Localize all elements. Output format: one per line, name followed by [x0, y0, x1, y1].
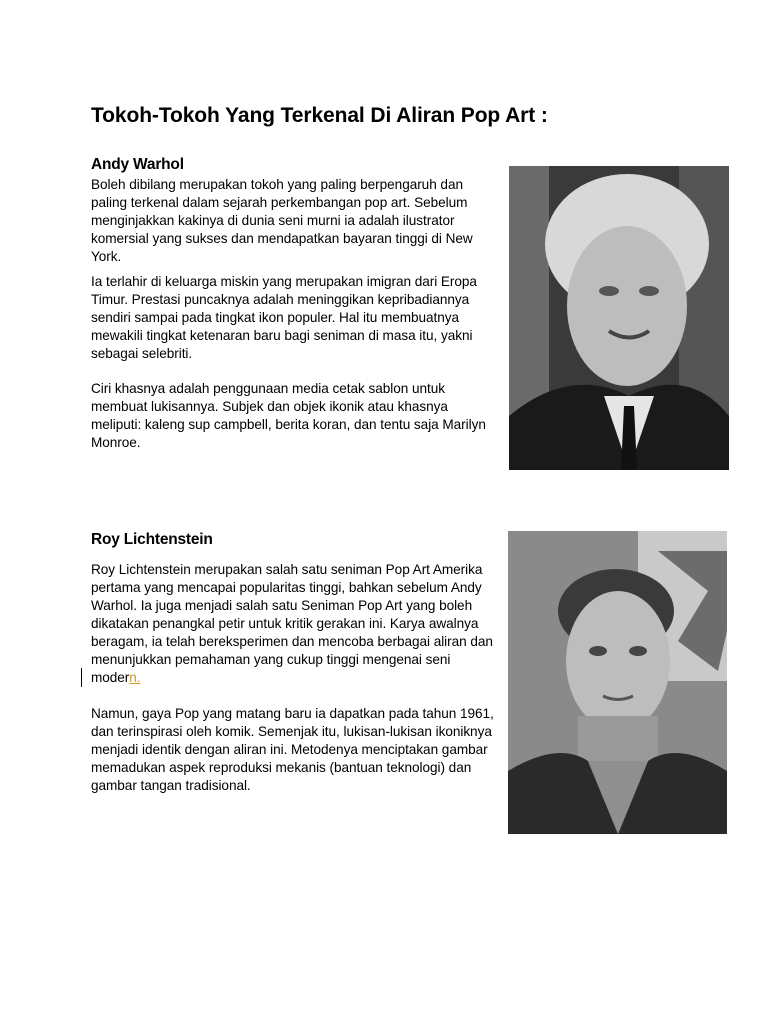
roy-lichtenstein-photo [508, 531, 727, 834]
paragraph-text: Roy Lichtenstein merupakan salah satu seniman Pop Art Amerika pertama yang mencapai popularitas tinggi, bahkan sebelum Andy Warhol. Ia juga menjadi salah satu Seniman Pop Art yang boleh dikatakan penangkal petir untuk kritik gerakan ini. Karya awalnya beragam, ia telah bereksperimen dan mencoba berbagai aliran dan menunjukkan pemahaman yang cukup tinggi mengenai seni moder [91, 562, 493, 685]
portrait-image [508, 531, 727, 834]
section-andy-warhol [91, 156, 501, 452]
section-heading-andy-warhol: Andy Warhol [91, 156, 184, 173]
andy-warhol-photo [509, 166, 729, 470]
highlighted-text: n. [129, 670, 141, 685]
page-title: Tokoh-Tokoh Yang Terkenal Di Aliran Pop Art : [91, 104, 548, 127]
paragraph: Boleh dibilang merupakan tokoh yang paling berpengaruh dan paling terkenal dalam sejarah perkembangan pop art. Sebelum menginjakkan kakinya di dunia seni murni ia adalah ilustrator komersial yang sukses dan mendapatkan bayaran tinggi di New York. [91, 177, 473, 264]
section-roy-lichtenstein [91, 531, 501, 795]
paragraph: Ciri khasnya adalah penggunaan media cetak sablon untuk membuat lukisannya. Subjek dan objek ikonik atau khasnya meliputi: kaleng sup campbell, berita koran, dan tentu saja Marilyn Monroe. [91, 381, 486, 450]
paragraph [91, 561, 501, 687]
text-cursor [81, 668, 82, 687]
section-heading-roy-lichtenstein: Roy Lichtenstein [91, 531, 213, 548]
paragraph: Ia terlahir di keluarga miskin yang merupakan imigran dari Eropa Timur. Prestasi puncaknya adalah meninggikan kepribadiannya sendiri sampai pada tingkat ikon populer. Hal itu membuatnya mewakili tingkat ketenaran baru bagi seniman di masa itu, yakni sebagai selebriti. [91, 274, 477, 361]
paragraph: Namun, gaya Pop yang matang baru ia dapatkan pada tahun 1961, dan terinspirasi oleh komik. Semenjak itu, lukisan-lukisan ikoniknya menjadi identik dengan aliran ini. Metodenya menciptakan gambar memadukan aspek reproduksi mekanis (bantuan teknologi) dan gambar tangan tradisional. [91, 706, 494, 793]
portrait-image [509, 166, 729, 470]
